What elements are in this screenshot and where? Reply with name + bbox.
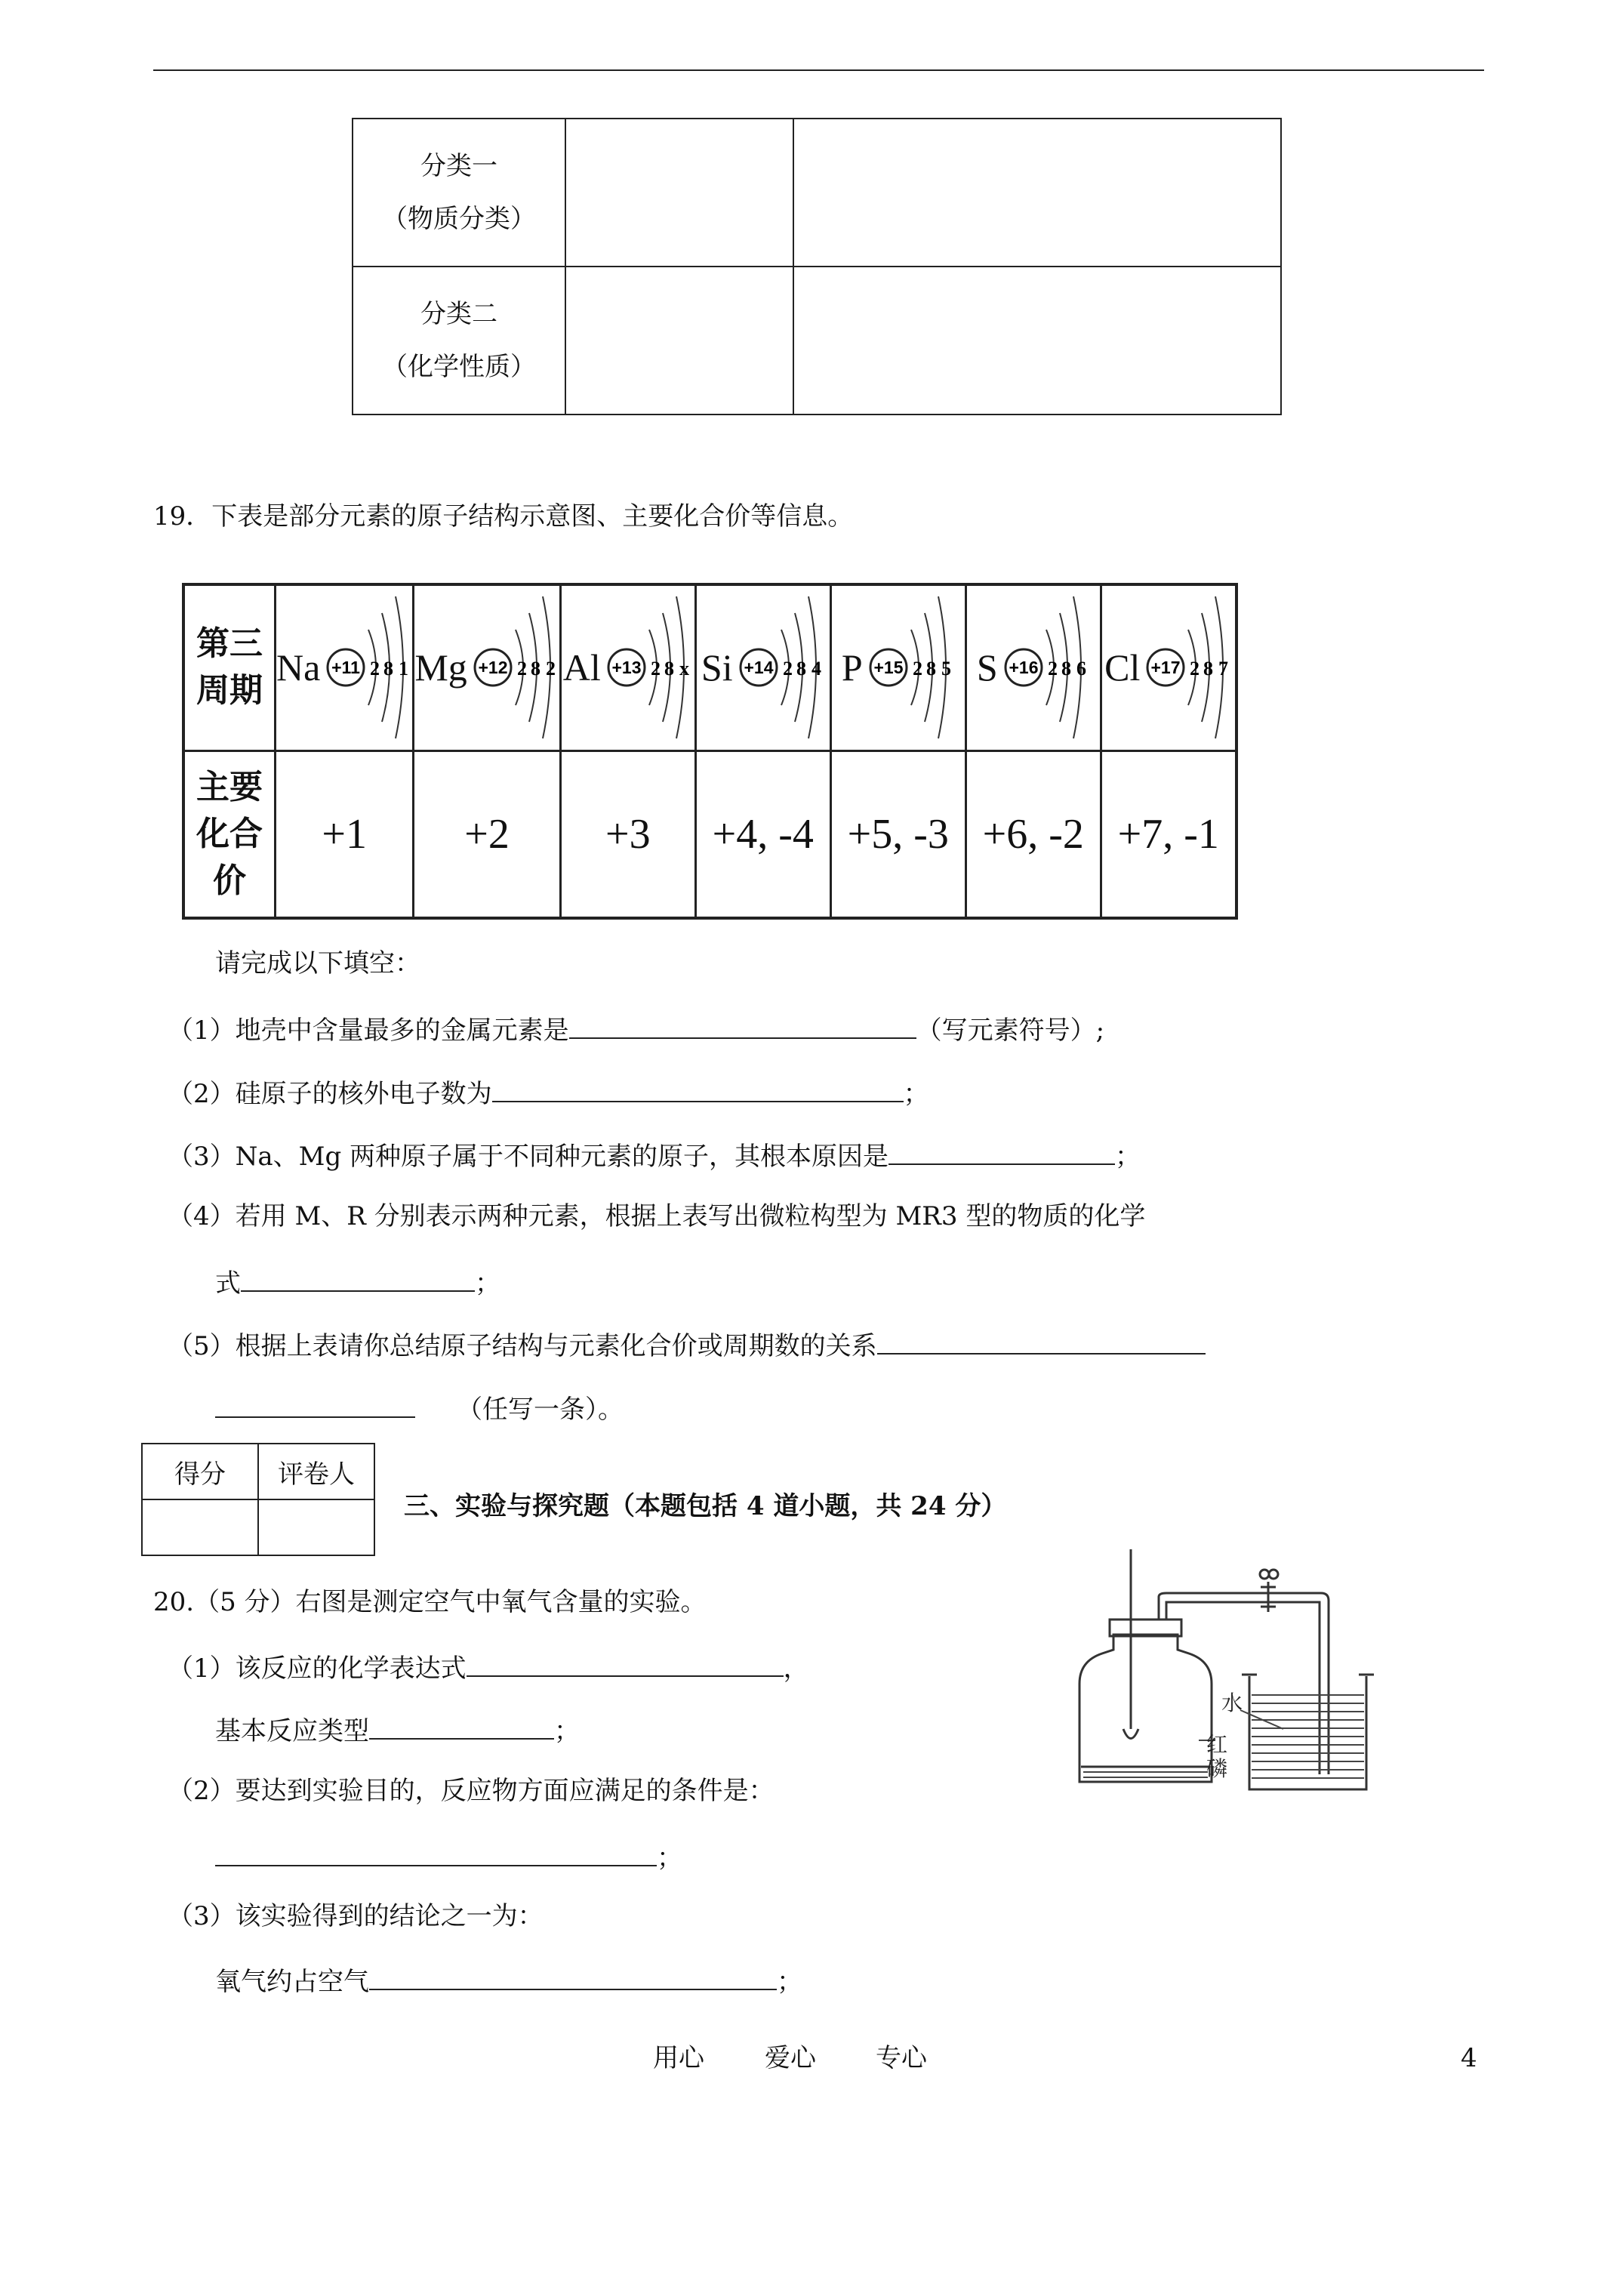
element-symbol: Si	[701, 646, 733, 689]
valence-row	[183, 750, 1236, 918]
score-box	[141, 1443, 375, 1556]
header-text: 主要	[196, 767, 263, 806]
electron-shell-diagram	[1001, 596, 1090, 739]
electron-count: 2	[650, 658, 661, 680]
label-phosphorus: 磷	[1206, 1756, 1228, 1781]
valence-value: +2	[414, 750, 560, 918]
row-label: 分类一	[420, 151, 497, 181]
answer-blank[interactable]	[877, 1327, 1206, 1354]
electron-count: x	[679, 658, 689, 680]
electron-count: 8	[796, 658, 806, 680]
prompt-text: ；	[554, 1716, 580, 1746]
prompt-text: （任写一条）。	[457, 1395, 624, 1425]
electron-count: 2	[1190, 658, 1200, 680]
prompt-text: 基本反应类型	[215, 1716, 369, 1746]
label-water: 水	[1221, 1690, 1243, 1715]
nucleus-charge: +11	[331, 658, 361, 678]
element-symbol: P	[841, 646, 863, 689]
reviewer-field[interactable]	[258, 1499, 374, 1555]
q20-part-3-cont	[215, 1963, 802, 1997]
prompt-text: ；	[777, 1967, 802, 1997]
prompt-text: （写元素符号）;	[916, 1015, 1105, 1046]
electron-count: 6	[1076, 658, 1086, 680]
electron-count: 7	[1218, 658, 1229, 680]
valence-value: +5, -3	[830, 750, 965, 918]
q20-part-1-type	[215, 1712, 580, 1746]
answer-blank[interactable]	[215, 1391, 415, 1418]
reviewer-label: 评卷人	[258, 1444, 374, 1499]
element-symbol: Na	[276, 646, 321, 689]
electron-count: 8	[925, 658, 936, 680]
atom-cell-na	[276, 584, 414, 750]
electron-count: 8	[530, 658, 540, 680]
electron-shell-diagram	[1143, 596, 1232, 739]
atom-cell-si	[695, 584, 830, 750]
nucleus-charge: +14	[744, 658, 774, 678]
atom-diagram	[697, 596, 830, 739]
prompt-text: 氧气约占空气	[215, 1967, 369, 1997]
electron-count: 4	[811, 658, 821, 680]
answer-blank[interactable]	[569, 1012, 916, 1039]
atom-diagram	[1102, 596, 1235, 739]
footer-motto-3: 专心	[876, 2043, 927, 2073]
q19-part-5	[168, 1327, 1206, 1361]
electron-count: 2	[516, 658, 527, 680]
prompt-text: 式	[215, 1268, 241, 1299]
element-symbol: S	[976, 646, 998, 689]
classification-table	[352, 118, 1282, 415]
valence-value: +3	[560, 750, 695, 918]
nucleus-charge: +16	[1009, 658, 1039, 678]
valence-value: +7, -1	[1101, 750, 1236, 918]
table-cell-empty	[565, 119, 793, 267]
element-symbol: Al	[562, 646, 601, 689]
nucleus-charge: +12	[478, 658, 508, 678]
table-cell	[353, 267, 565, 415]
prompt-text: ；	[1115, 1142, 1141, 1172]
header-text: 周期	[196, 671, 263, 710]
answer-blank[interactable]	[369, 1963, 777, 1990]
q20-part-1	[168, 1650, 809, 1684]
valence-value: +6, -2	[965, 750, 1101, 918]
score-label: 得分	[142, 1444, 258, 1499]
page-number: 4	[1461, 2043, 1477, 2073]
valence-value: +4, -4	[695, 750, 830, 918]
prompt-text: （1）地壳中含量最多的金属元素是	[168, 1015, 569, 1046]
header-text: 化合价	[196, 814, 263, 900]
electron-count: 8	[383, 658, 394, 680]
section-3-heading: 三、实验与探究题（本题包括 4 道小题，共 24 分）	[404, 1491, 1007, 1521]
element-table	[182, 583, 1238, 920]
oxygen-experiment-apparatus	[1057, 1540, 1389, 1827]
electron-count: 1	[399, 658, 409, 680]
electron-count: 2	[912, 658, 922, 680]
row-label: 分类二	[420, 299, 497, 329]
score-field[interactable]	[142, 1499, 258, 1555]
q19-part-5-cont	[215, 1391, 624, 1425]
nucleus-charge: +15	[873, 658, 904, 678]
answer-blank[interactable]	[215, 1839, 657, 1866]
table-cell-empty	[793, 119, 1281, 267]
table-cell	[353, 119, 565, 267]
structure-row	[183, 584, 1236, 750]
q19-part-1	[168, 1012, 1104, 1046]
element-symbol: Cl	[1104, 646, 1141, 689]
prompt-text: （5）根据上表请你总结原子结构与元素化合价或周期数的关系	[168, 1331, 877, 1361]
footer-motto-2: 爱心	[765, 2043, 816, 2073]
atom-diagram	[562, 596, 694, 739]
answer-blank[interactable]	[492, 1075, 904, 1102]
electron-shell-diagram	[470, 596, 559, 739]
atom-diagram	[414, 596, 559, 739]
answer-blank[interactable]	[369, 1712, 554, 1740]
q19-intro: 请完成以下填空：	[215, 948, 420, 978]
electron-count: 2	[545, 658, 556, 680]
atom-cell-p	[830, 584, 965, 750]
nucleus-charge: +13	[611, 658, 642, 678]
header-rule	[153, 69, 1484, 71]
electron-count: 8	[1061, 658, 1071, 680]
atom-cell-al	[560, 584, 695, 750]
electron-shell-diagram	[604, 596, 693, 739]
prompt-text: （3）Na、Mg 两种原子属于不同种元素的原子，其根本原因是	[168, 1142, 889, 1172]
question-19-title: 19．下表是部分元素的原子结构示意图、主要化合价等信息。	[153, 501, 854, 532]
table-row	[353, 119, 1281, 267]
electron-shell-diagram	[866, 596, 955, 739]
answer-blank[interactable]	[888, 1138, 1115, 1165]
q20-part-2-cont	[215, 1839, 682, 1873]
answer-blank[interactable]	[467, 1650, 784, 1677]
electron-count: 2	[370, 658, 380, 680]
electron-count: 8	[664, 658, 674, 680]
row-label-sub: （物质分类）	[382, 204, 536, 234]
prompt-text: （1）该反应的化学表达式	[168, 1653, 467, 1684]
electron-count: 2	[1047, 658, 1058, 680]
electron-shell-diagram	[736, 596, 825, 739]
row-label-sub: （化学性质）	[382, 352, 536, 382]
electron-count: 2	[782, 658, 793, 680]
footer-motto-1: 用心	[653, 2043, 704, 2073]
q19-part-3	[168, 1138, 1141, 1172]
atom-cell-mg	[414, 584, 560, 750]
atom-diagram	[832, 596, 965, 739]
table-cell-empty	[793, 267, 1281, 415]
valence-value: +1	[276, 750, 414, 918]
label-red: 红	[1206, 1732, 1228, 1757]
atom-diagram	[276, 596, 412, 739]
answer-blank[interactable]	[241, 1265, 475, 1292]
prompt-text: ；	[903, 1079, 929, 1109]
q19-part-2	[168, 1075, 929, 1109]
q20-part-3: （3）该实验得到的结论之一为：	[168, 1901, 544, 1931]
row-header-valence	[183, 750, 276, 918]
electron-count: 8	[1203, 658, 1214, 680]
atom-diagram	[967, 596, 1100, 739]
atom-cell-cl	[1101, 584, 1236, 750]
nucleus-charge: +17	[1150, 658, 1181, 678]
q19-part-4-cont	[215, 1265, 500, 1299]
q19-part-4: （4）若用 M、R 分别表示两种元素，根据上表写出微粒构型为 MR3 型的物质的化学	[168, 1201, 1146, 1231]
question-20-title: 20.（5 分）右图是测定空气中氧气含量的实验。	[153, 1587, 707, 1617]
electron-shell-diagram	[323, 596, 412, 739]
header-text: 第三	[196, 624, 263, 664]
prompt-text: （2）硅原子的核外电子数为	[168, 1079, 492, 1109]
table-row	[353, 267, 1281, 415]
table-cell-empty	[565, 267, 793, 415]
element-symbol: Mg	[414, 646, 467, 689]
electron-count: 5	[941, 658, 951, 680]
row-header-period	[183, 584, 276, 750]
prompt-text: ；	[657, 1843, 682, 1873]
atom-cell-s	[965, 584, 1101, 750]
q20-part-2: （2）要达到实验目的，反应物方面应满足的条件是：	[168, 1776, 775, 1806]
prompt-text: ；	[475, 1268, 500, 1299]
prompt-text: ，	[783, 1653, 809, 1684]
